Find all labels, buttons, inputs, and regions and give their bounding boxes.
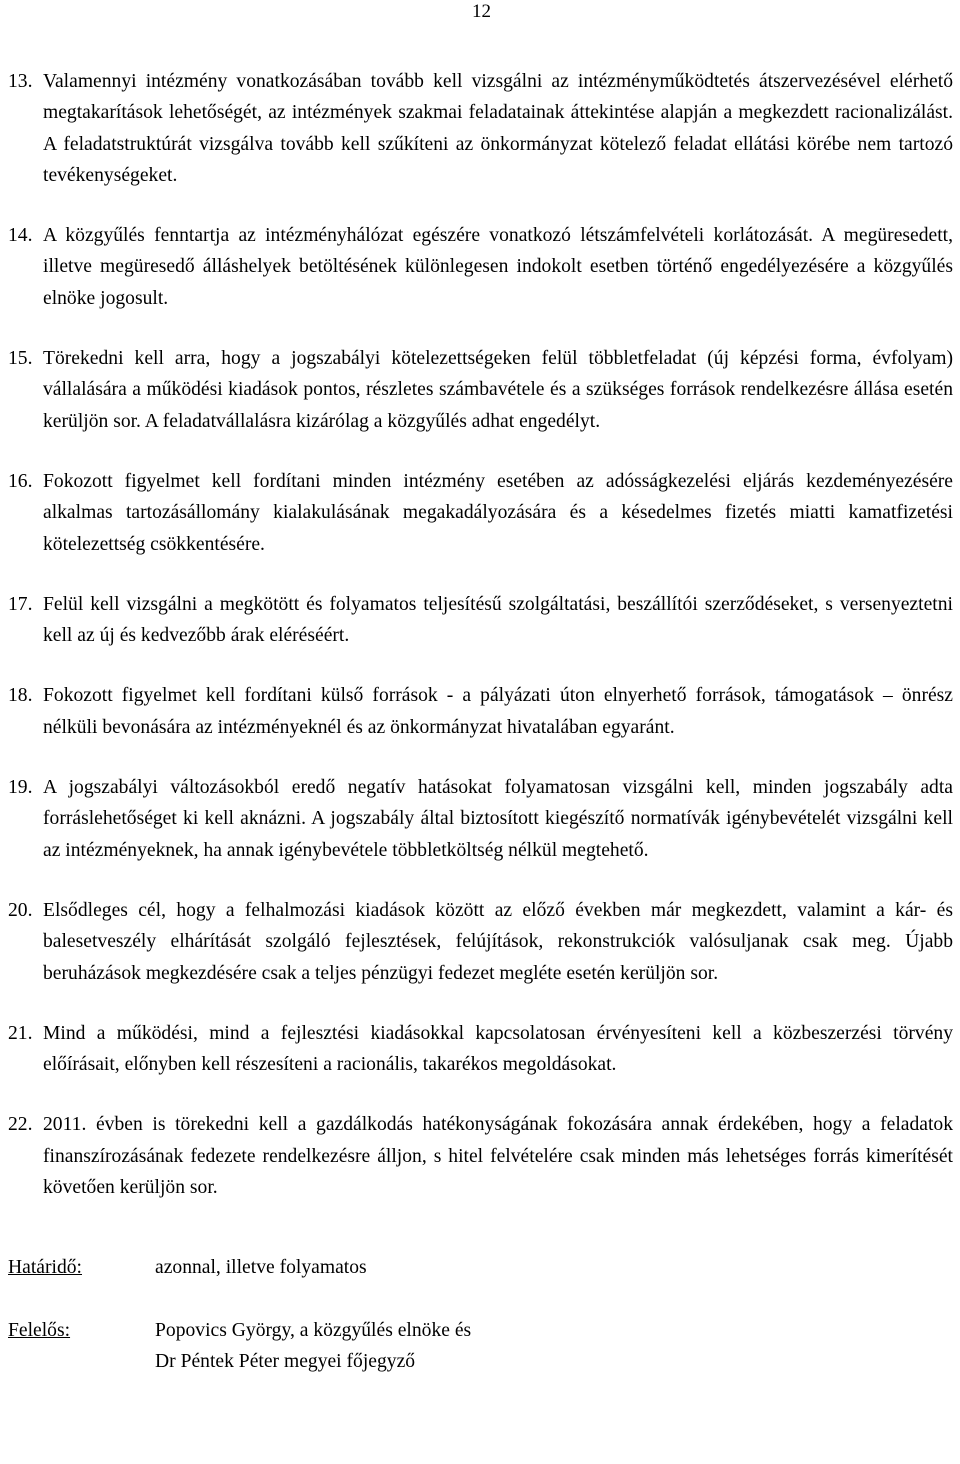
item-text: Törekedni kell arra, hogy a jogszabályi kötelezettségeken felül többletfeladat (új képzési forma, évfolyam) vállalására a működési kiadások pontos, részletes számbavétele és a szükséges források rendelkezésre állása esetén kerüljön sor. A feladatvállalásra kizárólag a közgyűlés adhat engedélyt.: [43, 348, 953, 432]
list-item: [8, 220, 953, 314]
document-footer: [8, 1252, 908, 1409]
item-number: 18.: [8, 685, 33, 707]
list-item: [8, 466, 953, 560]
item-text: Fokozott figyelmet kell fordítani külső források - a pályázati úton elnyerhető források, támogatások – önrész nélküli bevonására az intézményeknél és az önkormányzat hivatalában egyaránt.: [43, 685, 953, 738]
item-number: 22.: [8, 1114, 33, 1136]
item-text: Fokozott figyelmet kell fordítani minden intézmény esetében az adósságkezelési eljárás kezdeményezésére alkalmas tartozásállomány kialakulásának megakadályozására és a késedelmes fizetés miatti kamatfizetési kötelezettség csökkentésére.: [43, 470, 953, 555]
item-number: 21.: [8, 1022, 33, 1044]
list-item: [8, 66, 953, 191]
list-item: [8, 1109, 953, 1203]
list-item: [8, 772, 953, 866]
item-number: 14.: [8, 225, 33, 247]
item-text: Felül kell vizsgálni a megkötött és folyamatos teljesítésű szolgáltatási, beszállítói szerződéseket, s versenyeztetni kell az új és kedvezőbb árak eléréséért.: [43, 593, 953, 647]
responsible-value: [155, 1315, 908, 1377]
responsible-line: Dr Péntek Péter megyei főjegyző: [155, 1351, 416, 1372]
responsible-row: [8, 1315, 908, 1377]
item-text: Mind a működési, mind a fejlesztési kiadásokkal kapcsolatosan érvényesíteni kell a közbeszerzési törvény előírásait, előnyben kell részesíteni a racionális, takarékos megoldásokat.: [43, 1022, 953, 1076]
responsible-line: Popovics György, a közgyűlés elnöke és: [155, 1320, 472, 1341]
list-item: [8, 1018, 953, 1081]
item-number: 15.: [8, 348, 33, 370]
list-item: [8, 895, 953, 989]
numbered-list: [8, 66, 953, 1232]
list-item: [8, 343, 953, 437]
page-number: 12: [472, 1, 491, 22]
item-text: A jogszabályi változásokból eredő negatív hatásokat folyamatosan vizsgálni kell, minden jogszabály adta forráslehetőséget ki kell aknázni. A jogszabály által biztosított kiegészítő normatívák igénybevételét vizsgálni kell az intézményeknek, ha annak igénybevétele többletköltség nélkül megtehető.: [43, 777, 953, 861]
item-number: 16.: [8, 470, 33, 492]
item-number: 13.: [8, 71, 33, 92]
item-text: Elsődleges cél, hogy a felhalmozási kiadások között az előző években már megkezdett, valamint a kár- és balesetveszély elhárítását szolgáló fejlesztések, felújítások, rekonstrukciók valósuljanak csak meg. Újabb beruházások megkezdésére csak a teljes pénzügyi fedezet megléte esetén kerüljön sor.: [43, 899, 953, 984]
item-number: 17.: [8, 593, 33, 615]
item-number: 20.: [8, 899, 33, 921]
item-text: 2011. évben is törekedni kell a gazdálkodás hatékonyságának fokozására annak érdekében, hogy a feladatok finanszírozásának fedezete rendelkezésre álljon, s hitel felvételére csak minden más lehetséges forrás kimerítését követően kerüljön sor.: [43, 1114, 953, 1199]
deadline-row: [8, 1252, 908, 1283]
list-item: [8, 589, 953, 652]
responsible-label: Felelős:: [8, 1320, 71, 1341]
item-number: 19.: [8, 777, 33, 799]
item-text: Valamennyi intézmény vonatkozásában tovább kell vizsgálni az intézményműködtetés átszervezésével elérhető megtakarítások lehetőségét, az intézmények szakmai feladatainak áttekintése alapján a megkezdett racionalizálást. A feladatstruktúrát vizsgálva tovább kell szűkíteni az önkormányzat kötelező feladat ellátási körébe nem tartozó tevékenységeket.: [43, 71, 953, 186]
item-text: A közgyűlés fenntartja az intézményhálózat egészére vonatkozó létszámfelvételi korlátozását. A megüresedett, illetve megüresedő álláshelyek betöltésének különlegesen indokolt esetben történő engedélyezésére a közgyűlés elnöke jogosult.: [43, 225, 953, 309]
deadline-label: Határidő:: [8, 1257, 82, 1278]
deadline-value: azonnal, illetve folyamatos: [155, 1257, 367, 1278]
list-item: [8, 680, 953, 743]
